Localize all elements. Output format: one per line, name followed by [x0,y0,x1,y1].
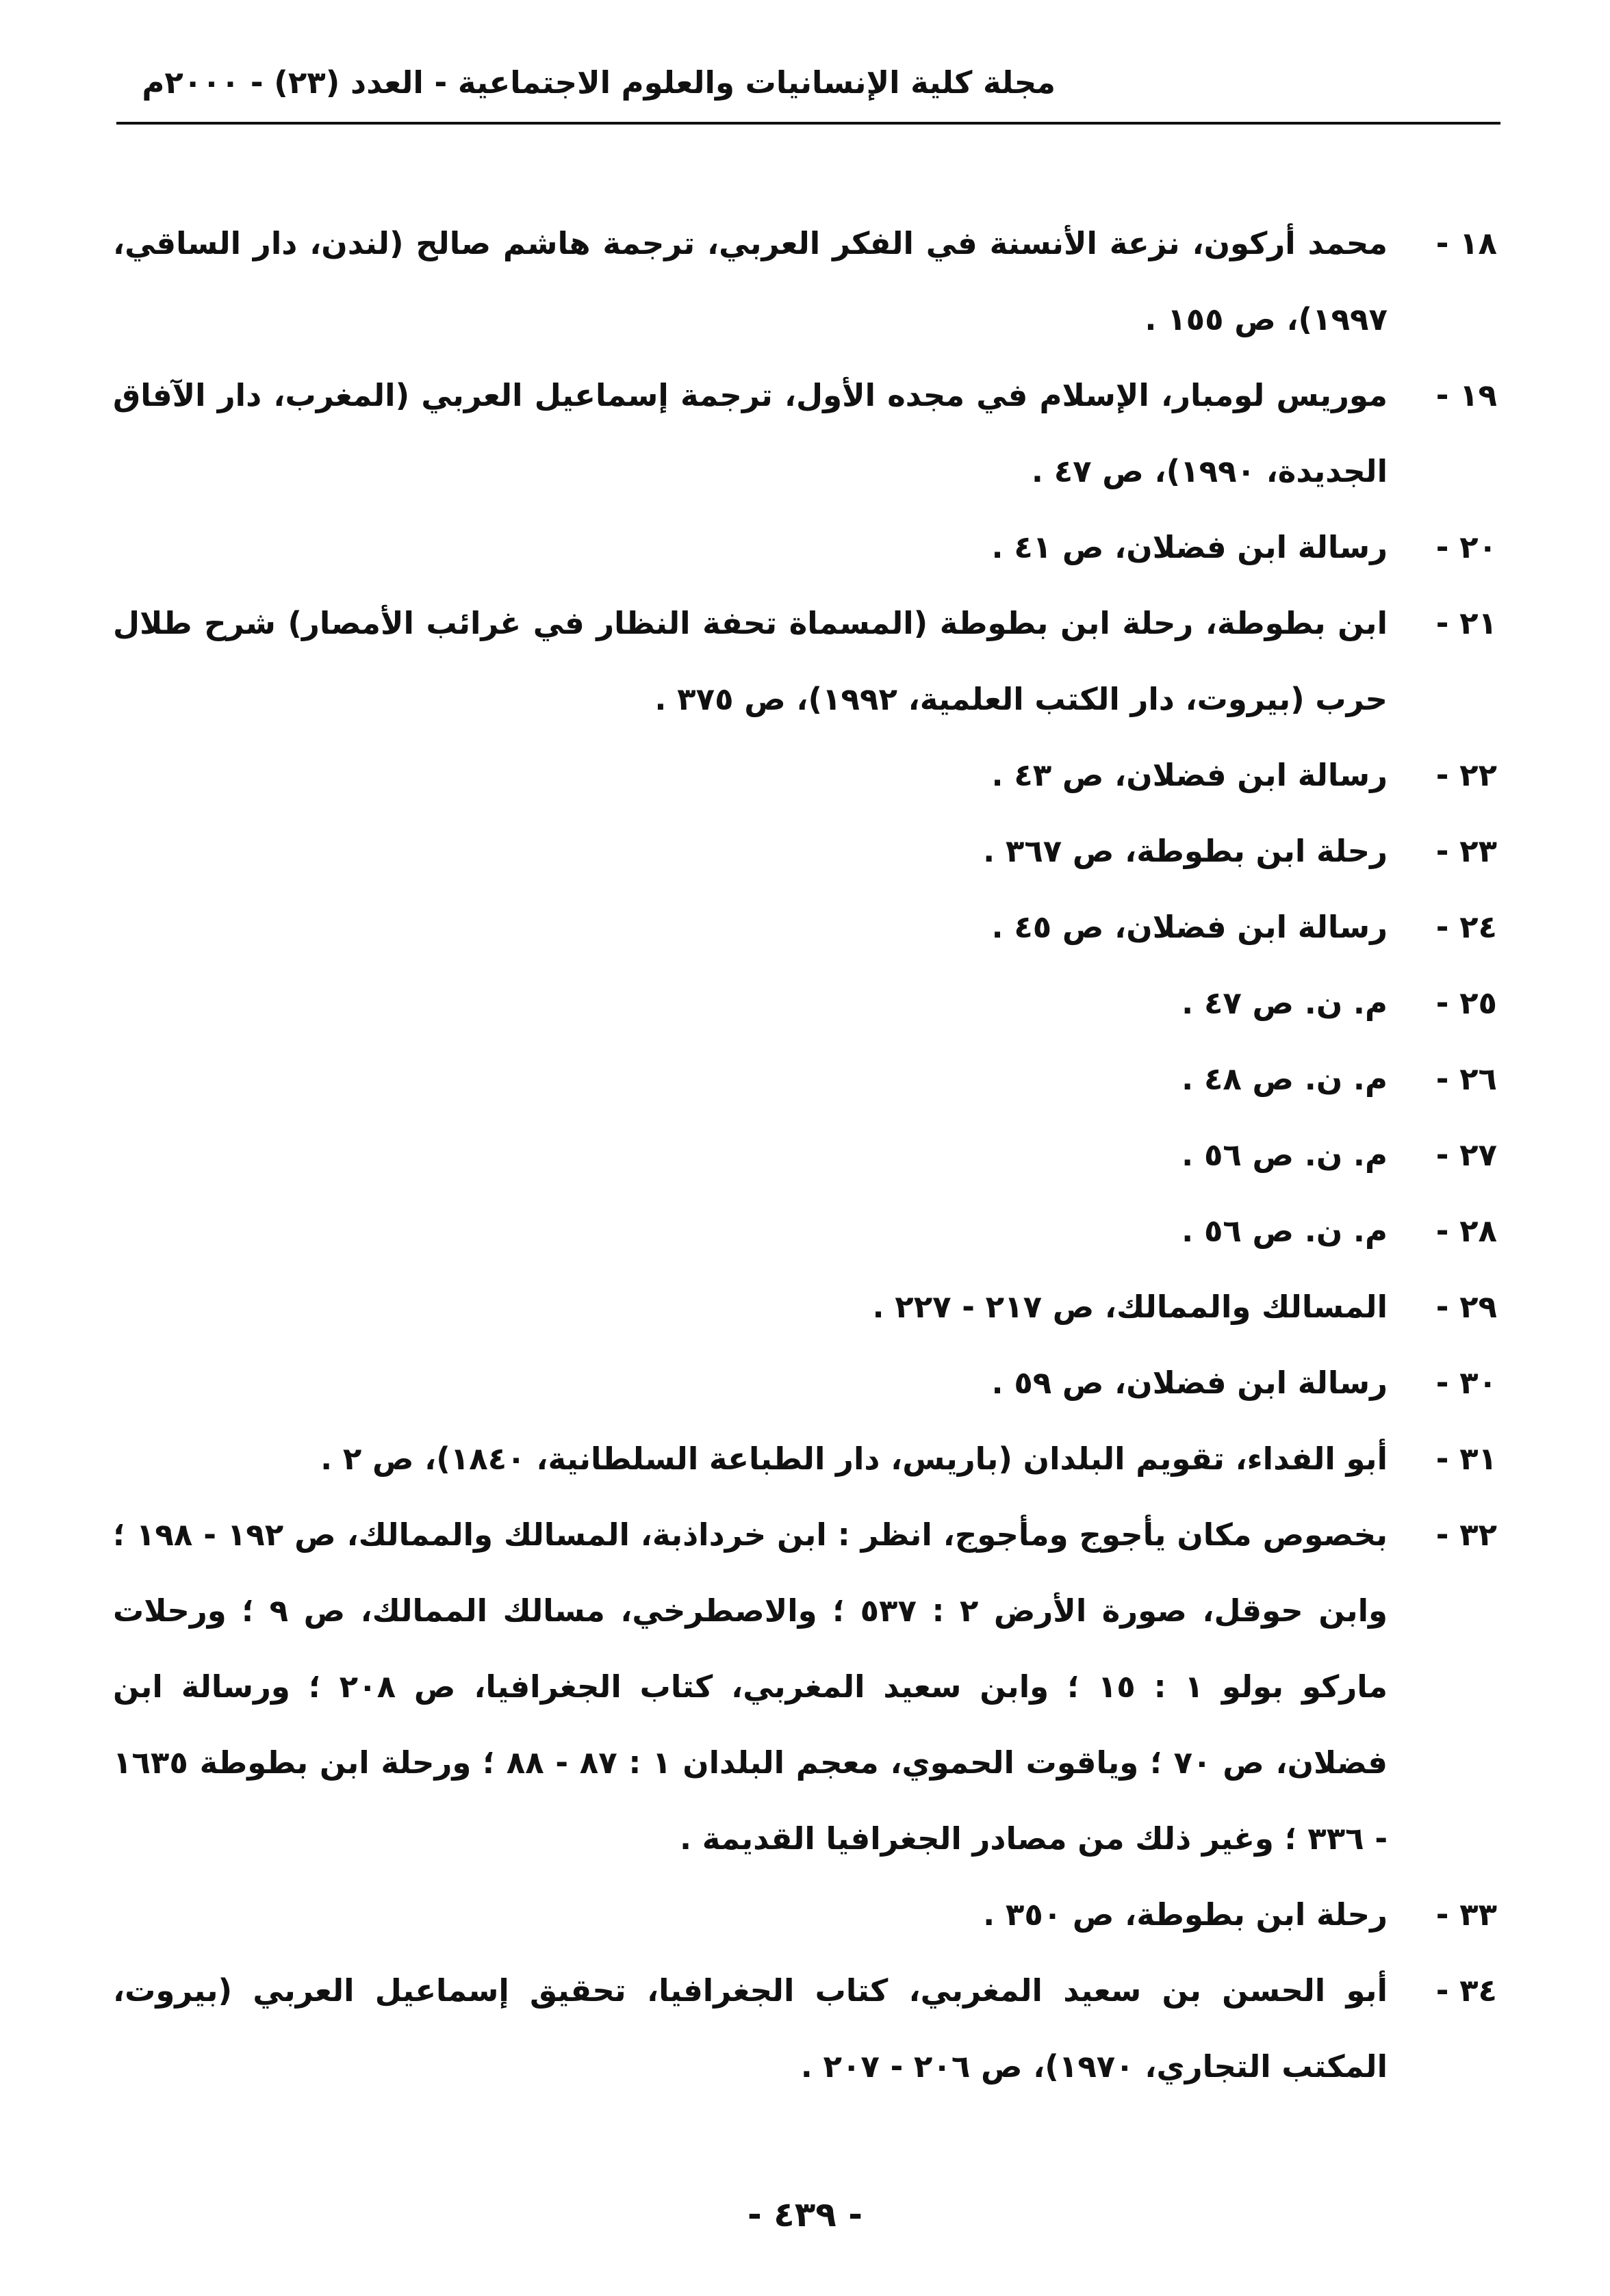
endnote-text: م. ن. ص ٥٦ . [1181,1213,1388,1249]
endnote-text: أبو الفداء، تقويم البلدان (باريس، دار الطباعة السلطانية، ١٨٤٠)، ص ٢ . [320,1441,1388,1477]
endnote-number: ٣٢ - [1435,1517,1497,1553]
endnote-item [113,813,1497,889]
endnotes-list [113,205,1497,2104]
endnote-text: المسالك والممالك، ص ٢١٧ - ٢٢٧ . [872,1289,1388,1325]
endnote-text: رحلة ابن بطوطة، ص ٣٥٠ . [983,1896,1388,1933]
endnote-item [113,1117,1497,1193]
endnote-item [113,509,1497,585]
endnote-number: ٢٥ - [1435,985,1497,1021]
page-number: - ٤٣٩ - [748,2195,862,2234]
endnote-number: ٢٠ - [1435,529,1497,565]
endnote-item [113,1269,1497,1345]
endnote-number: ٢٣ - [1435,833,1497,869]
endnote-text: بخصوص مكان يأجوج ومأجوج، انظر : ابن خرداذبة، المسالك والممالك، ص ١٩٢ - ١٩٨ ؛ وابن حوقل، صورة الأرض ٢ : ٥٣٧ ؛ والاصطرخي، مسالك الممالك، ص ٩ ؛ ورحلات ماركو بولو ١ : ١٥ ؛ وابن سعيد المغربي، كتاب الجغرافيا، ص ٢٠٨ ؛ ورسالة ابن فضلان، ص ٧٠ ؛ وياقوت الحموي، معجم البلدان ١ : ٨٧ - ٨٨ ؛ ورحلة ابن بطوطة ١٦٣٥ - ٣٣٦ ؛ وغير ذلك من مصادر الجغرافيا القديمة . [113,1517,1388,1857]
endnote-number: ٢٢ - [1435,757,1497,793]
endnote-text: محمد أركون، نزعة الأنسنة في الفكر العربي، ترجمة هاشم صالح (لندن، دار الساقي، ١٩٩٧)، ص ١٥٥ . [113,225,1388,337]
endnote-text: م. ن. ص ٥٦ . [1181,1137,1388,1173]
endnote-number: ٢٨ - [1435,1213,1497,1249]
endnote-text: رسالة ابن فضلان، ص ٤٣ . [991,757,1388,793]
endnote-number: ٢٦ - [1435,1061,1497,1097]
endnote-number: ٢١ - [1435,605,1497,641]
endnote-text: م. ن. ص ٤٨ . [1181,1061,1388,1097]
endnote-number: ٢٩ - [1435,1289,1497,1325]
endnote-text: رسالة ابن فضلان، ص ٤٥ . [991,909,1388,945]
running-header: مجلة كلية الإنسانيات والعلوم الاجتماعية - العدد (٢٣) - ٢٠٠٠م [142,64,1056,101]
endnote-item [113,1876,1497,1952]
endnote-number: ١٩ - [1435,377,1497,413]
endnote-item [113,1497,1497,1876]
endnote-text: أبو الحسن بن سعيد المغربي، كتاب الجغرافيا، تحقيق إسماعيل العربي (بيروت، المكتب التجاري، ١٩٧٠)، ص ٢٠٦ - ٢٠٧ . [113,1972,1388,2085]
endnote-number: ١٨ - [1435,225,1497,261]
endnote-item [113,965,1497,1041]
endnote-number: ٢٧ - [1435,1137,1497,1173]
endnote-number: ٣٠ - [1435,1365,1497,1401]
endnote-text: م. ن. ص ٤٧ . [1181,985,1388,1021]
endnote-text: ابن بطوطة، رحلة ابن بطوطة (المسماة تحفة النظار في غرائب الأمصار) شرح طلال حرب (بيروت، دار الكتب العلمية، ١٩٩٢)، ص ٣٧٥ . [113,605,1388,717]
endnote-item [113,1193,1497,1269]
endnote-text: رسالة ابن فضلان، ص ٥٩ . [991,1365,1388,1401]
endnote-number: ٣١ - [1435,1441,1497,1477]
endnote-item [113,585,1497,737]
endnote-item [113,1421,1497,1497]
endnote-item [113,1952,1497,2104]
endnote-item [113,357,1497,509]
endnote-number: ٢٤ - [1435,909,1497,945]
header-rule [116,122,1500,125]
endnote-item [113,205,1497,357]
endnote-text: موريس لومبار، الإسلام في مجده الأول، ترجمة إسماعيل العربي (المغرب، دار الآفاق الجديدة، ١٩٩٠)، ص ٤٧ . [113,377,1388,489]
endnote-number: ٣٣ - [1435,1896,1497,1933]
endnote-number: ٣٤ - [1435,1972,1497,2009]
endnote-item [113,737,1497,813]
endnote-text: رحلة ابن بطوطة، ص ٣٦٧ . [983,833,1388,869]
endnote-item [113,889,1497,965]
endnote-item [113,1345,1497,1421]
endnote-item [113,1041,1497,1117]
endnote-text: رسالة ابن فضلان، ص ٤١ . [991,529,1388,565]
